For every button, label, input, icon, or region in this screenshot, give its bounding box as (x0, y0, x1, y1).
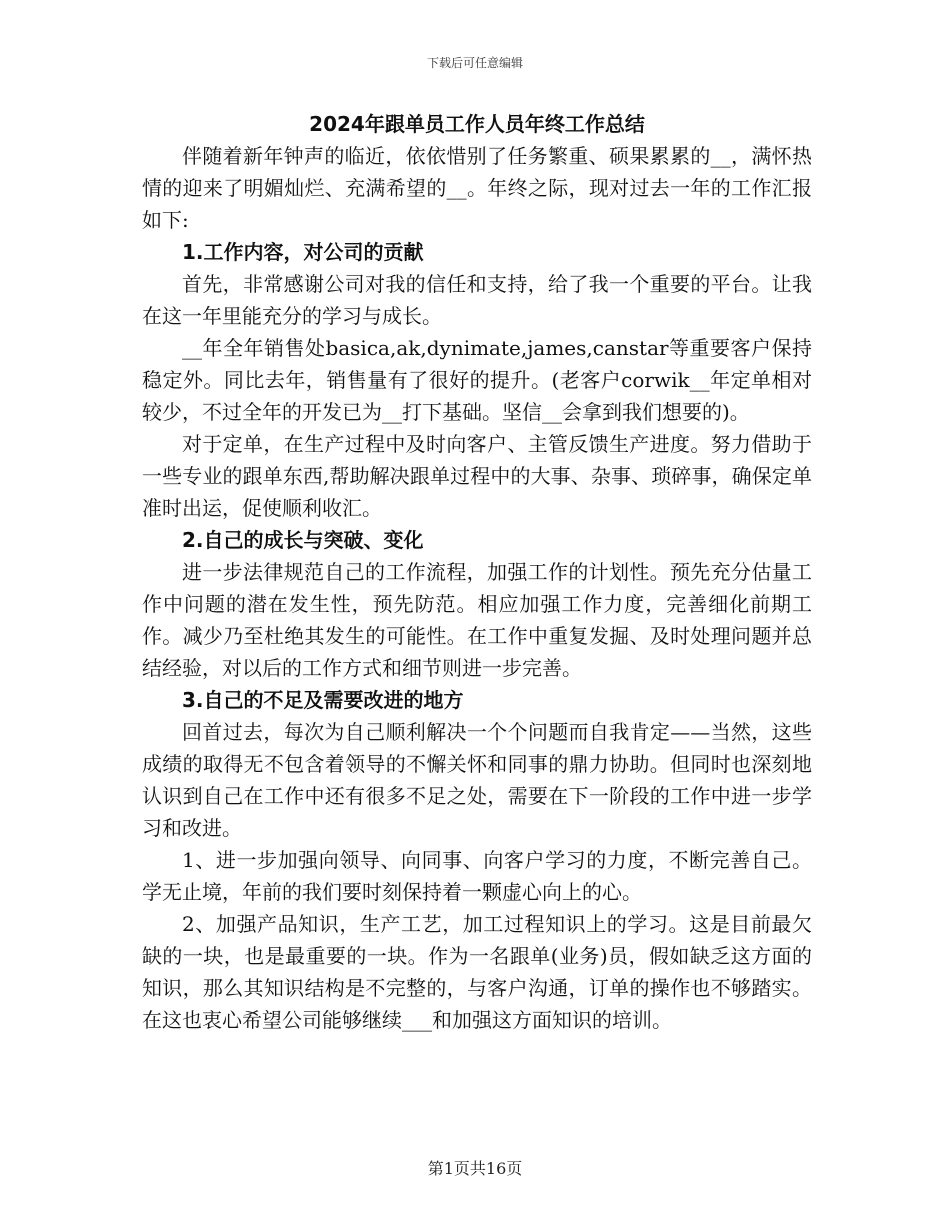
section-heading-3: 3.自己的不足及需要改进的地方 (182, 688, 464, 712)
body-paragraph: 回首过去，每次为自己顺利解决一个个问题而自我肯定——当然，这些成绩的取得无不包含着领导的不懈关怀和同事的鼎力协助。但同时也深刻地认识到自己在工作中还有很多不足之处，需要在下一阶段的工作中进一步学习和改进。 (142, 720, 812, 840)
page-header-note: 下载后可任意编辑 (426, 56, 523, 70)
page-number-footer: 第1页共16页 (427, 1159, 523, 1178)
list-paragraph-2: 2、加强产品知识，生产工艺，加工过程知识上的学习。这是目前最欠缺的一块，也是最重要的一块。作为一名跟单(业务)员，假如缺乏这方面的知识，那么其知识结构是不完整的，与客户沟通，订单的操作也不够踏实。在这也衷心希望公司能够继续___和加强这方面知识的培训。 (142, 912, 812, 1032)
section-heading-2: 2.自己的成长与突破、变化 (182, 528, 424, 552)
body-paragraph: 进一步法律规范自己的工作流程，加强工作的计划性。预先充分估量工作中问题的潜在发生性，预先防范。相应加强工作力度，完善细化前期工作。减少乃至杜绝其发生的可能性。在工作中重复发掘、及时处理问题并总结经验，对以后的工作方式和细节则进一步完善。 (142, 560, 812, 680)
intro-paragraph: 伴随着新年钟声的临近，依依惜别了任务繁重、硕果累累的__，满怀热情的迎来了明媚灿烂、充满希望的__。年终之际，现对过去一年的工作汇报如下: (142, 144, 812, 232)
body-paragraph: __年全年销售处basica,ak,dynimate,james,canstar等重要客户保持稳定外。同比去年，销售量有了很好的提升。(老客户corwik__年定单相对较少，不过全年的开发已为__打下基础。坚信__会拿到我们想要的)。 (142, 336, 812, 424)
section-heading-1: 1.工作内容，对公司的贡献 (182, 240, 424, 264)
body-paragraph: 首先，非常感谢公司对我的信任和支持，给了我一个重要的平台。让我在这一年里能充分的学习与成长。 (142, 272, 812, 328)
document-body (142, 108, 812, 1036)
document-title: 2024年跟单员工作人员年终工作总结 (309, 112, 645, 136)
body-paragraph: 对于定单，在生产过程中及时向客户、主管反馈生产进度。努力借助于一些专业的跟单东西,帮助解决跟单过程中的大事、杂事、琐碎事，确保定单准时出运，促使顺利收汇。 (142, 432, 812, 520)
list-paragraph-1: 1、进一步加强向领导、向同事、向客户学习的力度，不断完善自己。学无止境，年前的我们要时刻保持着一颗虚心向上的心。 (142, 848, 812, 904)
